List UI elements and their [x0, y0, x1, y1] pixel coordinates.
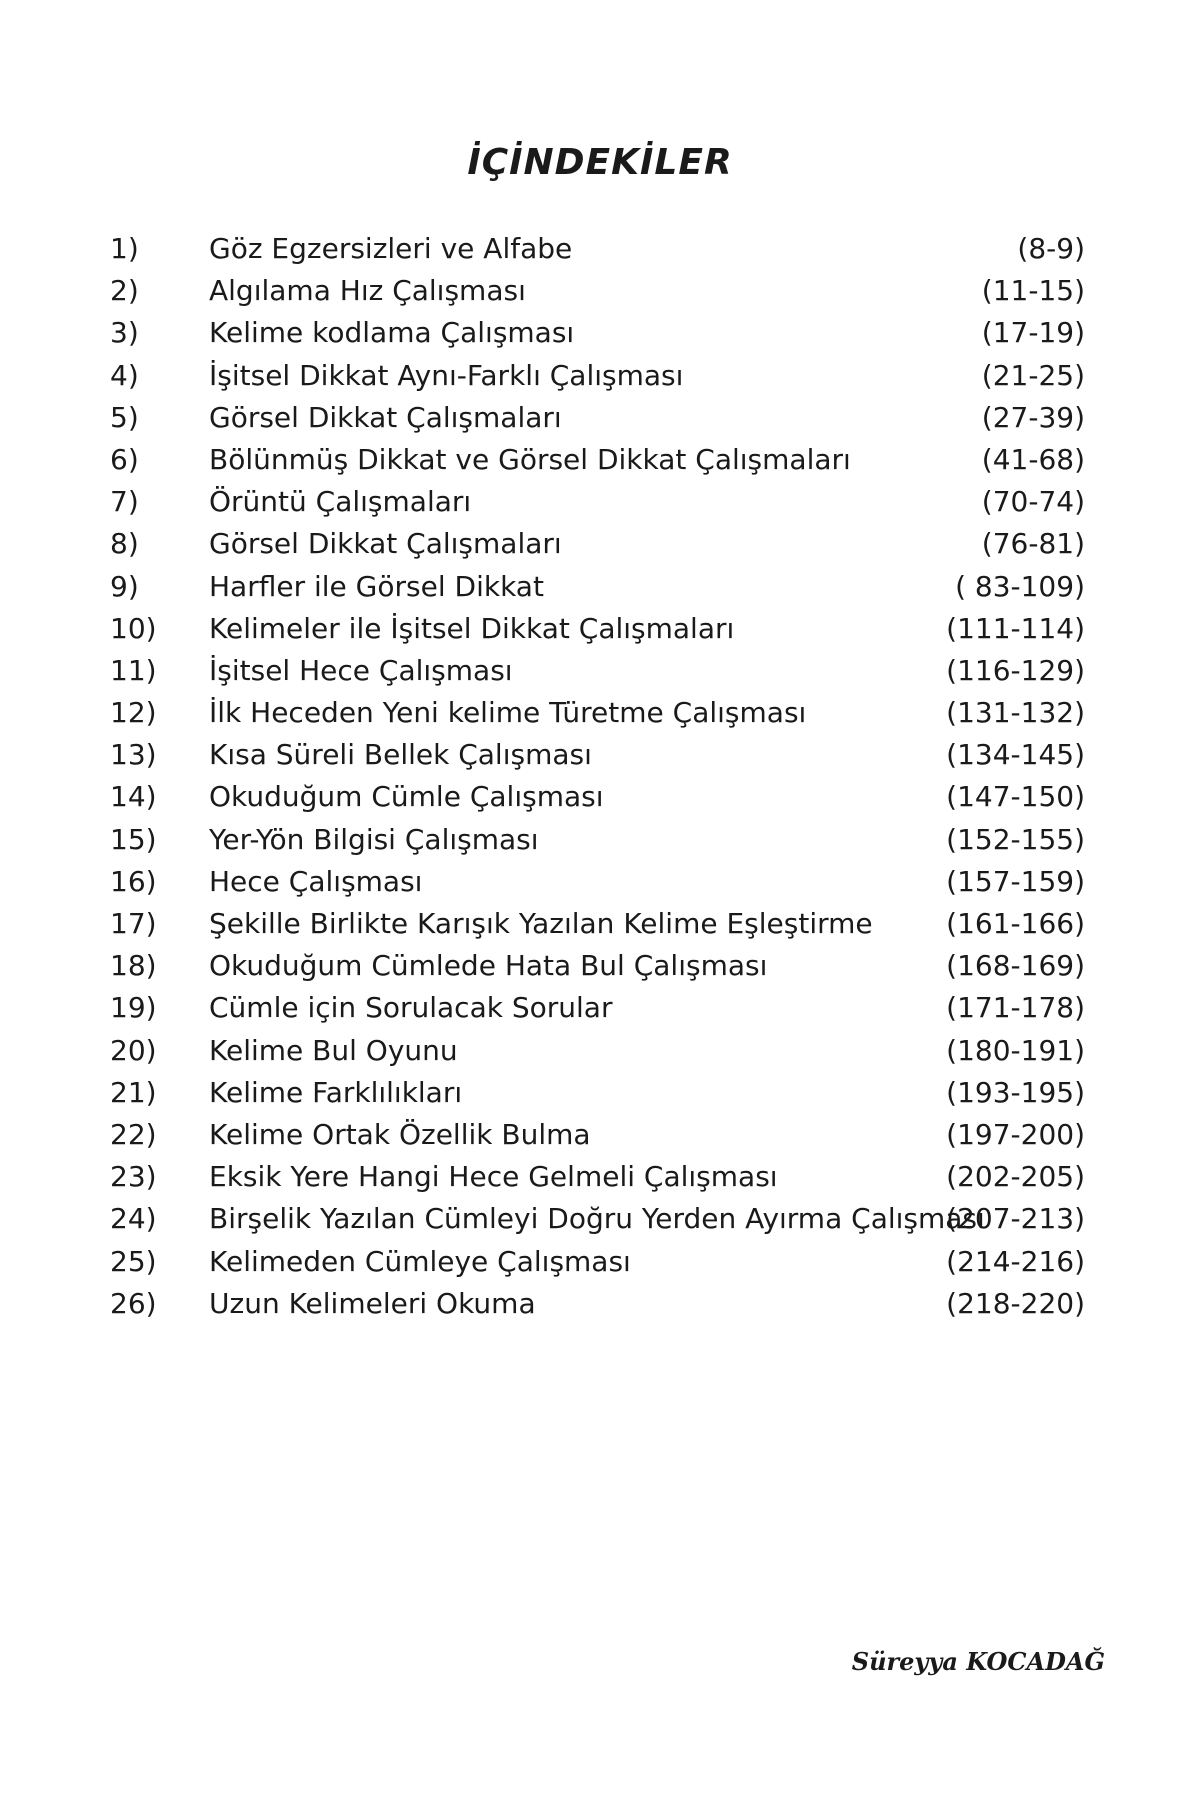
- toc-entry: [110, 1198, 1085, 1240]
- toc-entry: [110, 1114, 1085, 1156]
- toc-entry-pages: (202-205): [946, 1160, 1085, 1194]
- toc-entry-title: Okuduğum Cümle Çalışması: [209, 780, 604, 814]
- toc-entry: [110, 1072, 1085, 1114]
- toc-entry-pages: (134-145): [946, 738, 1085, 772]
- toc-entry-title: Birşelik Yazılan Cümleyi Doğru Yerden Ayırma Çalışması: [209, 1202, 985, 1236]
- author-name: Süreyya KOCADAĞ: [851, 1647, 1105, 1676]
- toc-entry-number: 25): [110, 1244, 157, 1278]
- toc-entry-title: Eksik Yere Hangi Hece Gelmeli Çalışması: [209, 1160, 778, 1194]
- toc-entry-title: Harfler ile Görsel Dikkat: [209, 569, 544, 603]
- toc-entry-title: Kelimeden Cümleye Çalışması: [209, 1244, 631, 1278]
- toc-entry-number: 7): [110, 485, 139, 519]
- toc-entry-number: 5): [110, 400, 139, 434]
- toc-entry: [110, 692, 1085, 734]
- toc-entry: [110, 439, 1085, 481]
- toc-entry-title: Görsel Dikkat Çalışmaları: [209, 527, 562, 561]
- toc-entry: [110, 861, 1085, 903]
- toc-entry-pages: (161-166): [946, 907, 1085, 940]
- toc-entry: [110, 776, 1085, 818]
- toc-entry-number: 19): [110, 991, 157, 1025]
- toc-entry-title: Okuduğum Cümlede Hata Bul Çalışması: [209, 949, 768, 983]
- toc-entry-number: 14): [110, 780, 157, 814]
- toc-entry-pages: (152-155): [946, 822, 1085, 856]
- toc-entry: [110, 945, 1085, 987]
- toc-entry-title: Yer-Yön Bilgisi Çalışması: [209, 822, 539, 856]
- toc-entry-pages: (17-19): [981, 316, 1085, 350]
- table-of-contents: [110, 228, 1085, 1325]
- toc-entry: [110, 270, 1085, 312]
- toc-entry-title: Kısa Süreli Bellek Çalışması: [209, 738, 592, 772]
- toc-entry: [110, 523, 1085, 565]
- toc-entry-number: 3): [110, 316, 139, 350]
- toc-entry-pages: (207-213): [946, 1202, 1085, 1236]
- toc-entry-number: 22): [110, 1117, 157, 1151]
- toc-entry-pages: (41-68): [981, 442, 1085, 476]
- toc-entry-title: Hece Çalışması: [209, 864, 423, 898]
- toc-entry-pages: (76-81): [981, 527, 1085, 561]
- toc-entry-number: 10): [110, 611, 157, 645]
- toc-entry-number: 6): [110, 442, 139, 476]
- toc-entry-pages: (27-39): [981, 400, 1085, 434]
- toc-entry: [110, 397, 1085, 439]
- toc-entry-number: 9): [110, 569, 139, 603]
- toc-entry-pages: (193-195): [946, 1075, 1085, 1109]
- toc-entry-number: 17): [110, 907, 157, 940]
- toc-entry-pages: (8-9): [1017, 232, 1085, 265]
- toc-entry-number: 20): [110, 1033, 157, 1067]
- toc-entry-pages: (180-191): [946, 1033, 1085, 1067]
- toc-entry-title: Kelime Farklılıkları: [209, 1075, 463, 1109]
- toc-entry-number: 11): [110, 653, 157, 687]
- toc-entry: [110, 355, 1085, 397]
- toc-entry-title: Cümle için Sorulacak Sorular: [209, 991, 613, 1025]
- toc-entry-title: İşitsel Dikkat Aynı-Farklı Çalışması: [209, 358, 684, 392]
- toc-entry: [110, 481, 1085, 523]
- toc-entry-title: Bölünmüş Dikkat ve Görsel Dikkat Çalışmaları: [209, 442, 851, 476]
- toc-entry-number: 23): [110, 1160, 157, 1194]
- toc-entry-title: Görsel Dikkat Çalışmaları: [209, 400, 562, 434]
- toc-entry-title: Kelime kodlama Çalışması: [209, 316, 575, 350]
- toc-entry-pages: (116-129): [946, 653, 1085, 687]
- toc-entry-number: 13): [110, 738, 157, 772]
- toc-entry-number: 16): [110, 864, 157, 898]
- toc-entry-title: Şekille Birlikte Karışık Yazılan Kelime Eşleştirme: [209, 907, 873, 940]
- toc-entry: [110, 650, 1085, 692]
- toc-entry-number: 8): [110, 527, 139, 561]
- toc-entry-pages: (171-178): [946, 991, 1085, 1025]
- toc-entry: [110, 228, 1085, 270]
- toc-entry: [110, 1283, 1085, 1325]
- toc-entry-number: 2): [110, 274, 139, 308]
- toc-entry-title: İlk Heceden Yeni kelime Türetme Çalışması: [209, 696, 807, 730]
- toc-entry: [110, 1156, 1085, 1198]
- toc-entry-number: 21): [110, 1075, 157, 1109]
- toc-entry-pages: (111-114): [946, 611, 1085, 645]
- toc-entry-title: Uzun Kelimeleri Okuma: [209, 1286, 536, 1320]
- toc-entry-title: Algılama Hız Çalışması: [209, 274, 526, 308]
- toc-entry-number: 18): [110, 949, 157, 983]
- toc-entry-number: 26): [110, 1286, 157, 1320]
- toc-entry-pages: (214-216): [946, 1244, 1085, 1278]
- toc-entry-number: 15): [110, 822, 157, 856]
- toc-entry: [110, 987, 1085, 1029]
- toc-entry: [110, 608, 1085, 650]
- toc-entry-title: İşitsel Hece Çalışması: [209, 653, 513, 687]
- toc-entry-number: 12): [110, 696, 157, 730]
- toc-entry-title: Kelime Bul Oyunu: [209, 1033, 458, 1067]
- toc-entry-pages: (70-74): [981, 485, 1085, 519]
- toc-entry-pages: (197-200): [946, 1117, 1085, 1151]
- toc-entry-pages: ( 83-109): [955, 569, 1085, 603]
- toc-entry: [110, 819, 1085, 861]
- toc-entry-pages: (147-150): [946, 780, 1085, 814]
- toc-entry: [110, 1030, 1085, 1072]
- toc-entry-number: 24): [110, 1202, 157, 1236]
- toc-entry-number: 1): [110, 232, 139, 265]
- toc-entry-pages: (218-220): [946, 1286, 1085, 1320]
- toc-entry: [110, 566, 1085, 608]
- toc-entry-title: Kelimeler ile İşitsel Dikkat Çalışmaları: [209, 611, 735, 645]
- toc-entry-pages: (131-132): [946, 696, 1085, 730]
- toc-entry-title: Örüntü Çalışmaları: [209, 485, 472, 519]
- toc-entry-pages: (157-159): [946, 864, 1085, 898]
- toc-entry: [110, 903, 1085, 945]
- toc-entry: [110, 1241, 1085, 1283]
- page-title: İÇİNDEKİLER: [467, 142, 733, 183]
- toc-entry-pages: (21-25): [981, 358, 1085, 392]
- toc-entry-pages: (11-15): [981, 274, 1085, 308]
- toc-entry-pages: (168-169): [946, 949, 1085, 983]
- toc-entry: [110, 312, 1085, 354]
- toc-entry-title: Göz Egzersizleri ve Alfabe: [209, 232, 573, 265]
- toc-entry-number: 4): [110, 358, 139, 392]
- toc-entry: [110, 734, 1085, 776]
- toc-entry-title: Kelime Ortak Özellik Bulma: [209, 1117, 591, 1151]
